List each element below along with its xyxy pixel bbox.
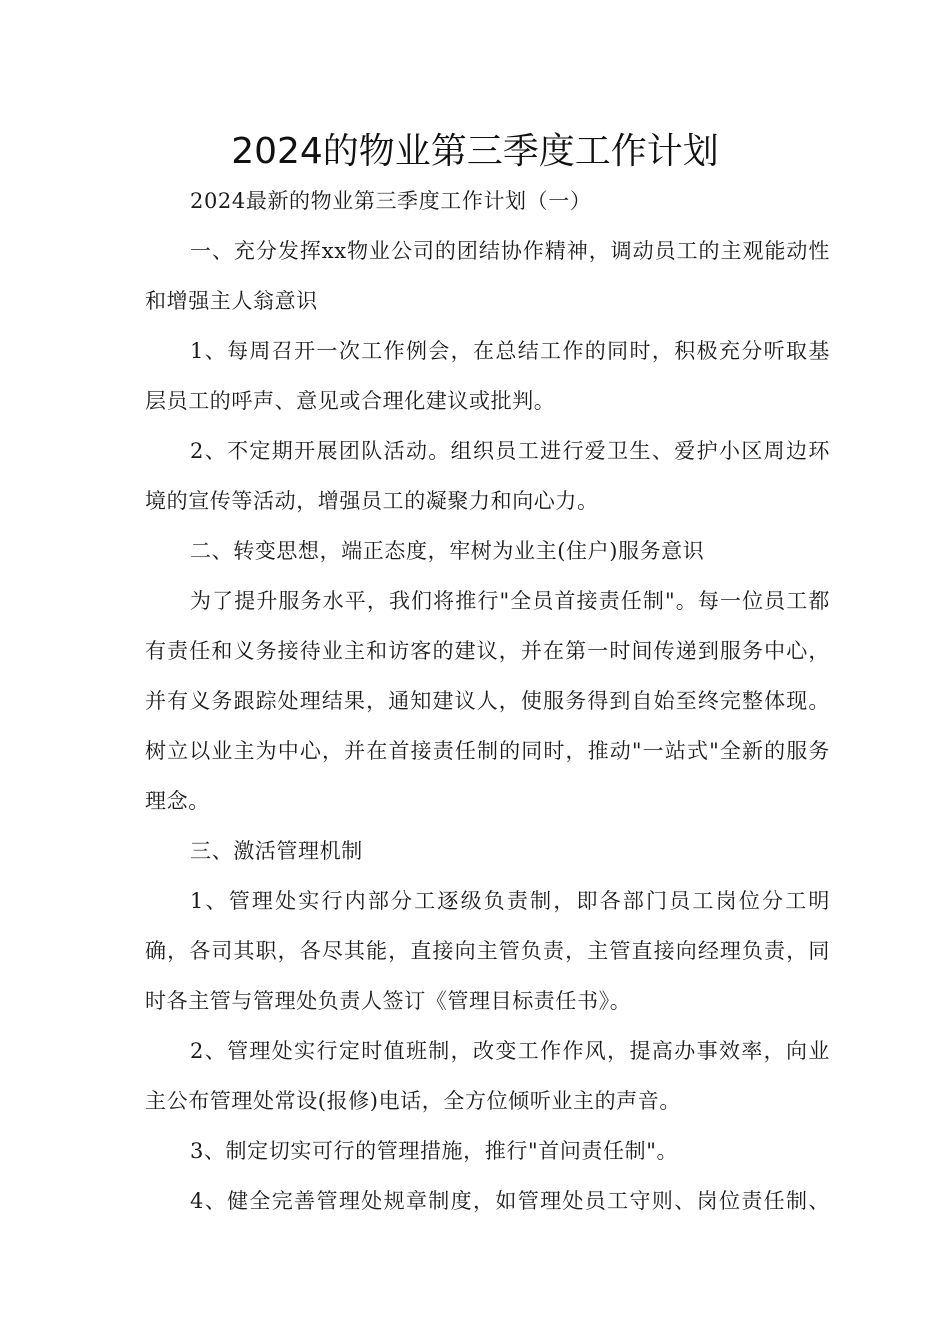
body-paragraph: 为了提升服务水平，我们将推行"全员首接责任制"。每一位员工都有责任和义务接待业主和访客的建议，并在第一时间传递到服务中心，并有义务跟踪处理结果，通知建议人，使服务得到自始至终完整体现。树立以业主为中心，并在首接责任制的同时，推动"一站式"全新的服务理念。 bbox=[145, 589, 830, 813]
list-item: 2、管理处实行定时值班制，改变工作作风，提高办事效率，向业主公布管理处常设(报修)电话，全方位倾听业主的声音。 bbox=[145, 1039, 830, 1113]
list-item: 1、管理处实行内部分工逐级负责制，即各部门员工岗位分工明确，各司其职，各尽其能，直接向主管负责，主管直接向经理负责，同时各主管与管理处负责人签订《管理目标责任书》。 bbox=[145, 889, 830, 1013]
list-item: 4、健全完善管理处规章制度，如管理处员工守则、岗位责任制、 bbox=[190, 1189, 830, 1213]
section-heading-3: 三、激活管理机制 bbox=[190, 839, 363, 863]
section-heading-2: 二、转变思想，端正态度，牢树为业主(住户)服务意识 bbox=[190, 539, 705, 563]
document-body bbox=[145, 176, 830, 1226]
document-title: 2024的物业第三季度工作计划 bbox=[231, 131, 719, 172]
list-item: 1、每周召开一次工作例会，在总结工作的同时，积极充分听取基层员工的呼声、意见或合理化建议或批判。 bbox=[145, 339, 830, 413]
subtitle-paragraph: 2024最新的物业第三季度工作计划（一） bbox=[190, 189, 592, 213]
list-item: 3、制定切实可行的管理措施，推行"首问责任制"。 bbox=[190, 1139, 679, 1163]
list-item: 2、不定期开展团队活动。组织员工进行爱卫生、爱护小区周边环境的宣传等活动，增强员工的凝聚力和向心力。 bbox=[145, 439, 830, 513]
section-heading-1: 一、充分发挥xx物业公司的团结协作精神，调动员工的主观能动性和增强主人翁意识 bbox=[145, 239, 830, 313]
